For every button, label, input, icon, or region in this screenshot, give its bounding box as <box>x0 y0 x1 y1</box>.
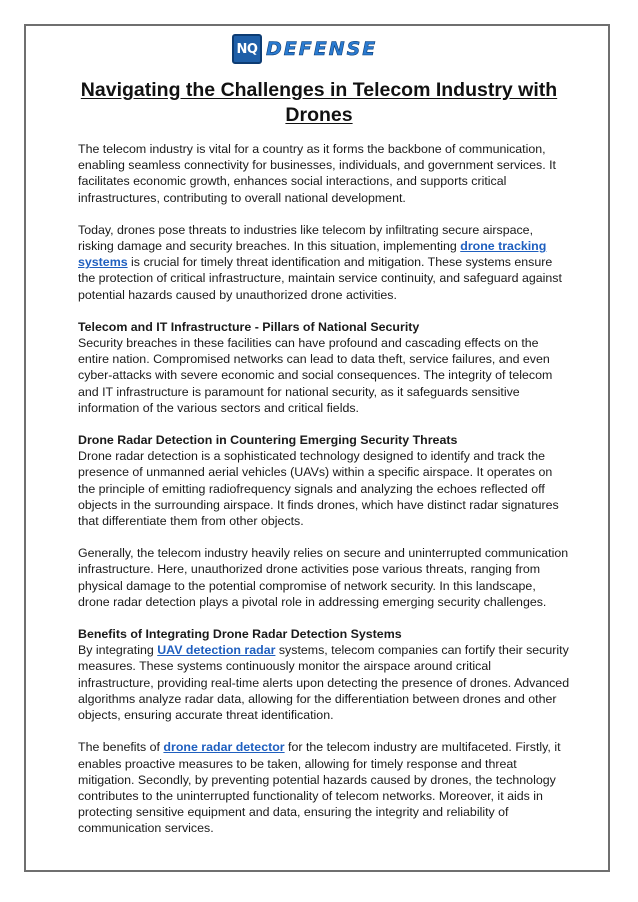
benefits-paragraph-2 <box>78 739 570 836</box>
nq-defense-logo <box>232 32 394 66</box>
benefits-p2-text-before: The benefits of <box>78 740 164 755</box>
uav-detection-radar-link[interactable]: UAV detection radar <box>157 643 276 658</box>
section-benefits <box>78 626 570 723</box>
logo-wordmark: DEFENSE <box>266 37 378 60</box>
logo-mark: NQ <box>232 34 262 64</box>
drone-tracking-systems-link[interactable]: drone tracking systems <box>78 239 547 270</box>
intro-paragraph-2 <box>78 222 570 303</box>
section-heading-drone-radar-detection: Drone Radar Detection in Countering Emerging Security Threats <box>78 433 458 448</box>
page-title: Navigating the Challenges in Telecom Industry with Drones <box>80 79 558 126</box>
benefits-p2-text-after: for the telecom industry are multifaceted. Firstly, it enables proactive measures to be taken, allowing for timely response and threat mitigation. Secondly, by preventing potential hazards caused by drones, the technology contributes to the uninterrupted functionality of telecom networks. Moreover, it aids in protecting sensitive equipment and data, ensuring the integrity and reliability of communication services. <box>78 740 561 836</box>
article-body <box>78 141 570 853</box>
benefits-text-after: systems, telecom companies can fortify their security measures. These systems continuously monitor the airspace around critical infrastructure, providing real-time alerts upon detecting the presence of drones. Advanced algorithms analyze radar data, allowing for the differentiation between drones and other objects, ensuring accurate threat identification. <box>78 643 570 723</box>
section-body-telecom-infrastructure: Security breaches in these facilities can have profound and cascading effects on the entire nation. Compromised networks can lead to data theft, service failures, and even cyber-attacks with severe economic and social consequences. The integrity of telecom and IT infrastructure is paramount for national security, as it safeguards sensitive information of the various sectors and critical fields. <box>78 336 553 415</box>
intro-paragraph-1: The telecom industry is vital for a country as it forms the backbone of communication, enabling seamless connectivity for businesses, individuals, and government services. It facilitates economic growth, enhances social interactions, and supports critical infrastructures, contributing to overall national development. <box>78 142 556 205</box>
intro-p2-text-before: Today, drones pose threats to industries like telecom by infiltrating secure airspace, risking damage and security breaches. In this situation, implementing <box>78 222 534 254</box>
drone-radar-detector-link[interactable]: drone radar detector <box>163 740 285 755</box>
section-body-drone-radar-detection: Drone radar detection is a sophisticated technology designed to identify and track the presence of unmanned aerial vehicles (UAVs) within a specific airspace. It operates on the principle of emitting radiofrequency signals and analyzing the echoes reflected off objects in the surrounding airspace. It finds drones, which have distinct radar signatures that differentiate them from other objects. <box>78 449 559 529</box>
section-telecom-infrastructure <box>78 319 570 416</box>
benefits-text-before: By integrating <box>78 643 158 658</box>
intro-p2-text-after: is crucial for timely threat identification and mitigation. These systems ensure the protection of critical infrastructure, maintain service continuity, and safeguard against potential hazards caused by unauthorized drone activities. <box>78 255 562 302</box>
section-drone-radar-detection <box>78 432 570 529</box>
section-heading-telecom-infrastructure: Telecom and IT Infrastructure - Pillars of National Security <box>78 319 420 334</box>
section-heading-benefits: Benefits of Integrating Drone Radar Detection Systems <box>78 627 402 642</box>
drone-radar-paragraph-2: Generally, the telecom industry heavily relies on secure and uninterrupted communication infrastructure. Here, unauthorized drone activities pose various threats, ranging from physical damage to the potential compromise of network security. In this landscape, drone radar detection plays a pivotal role in addressing emerging security challenges. <box>78 546 569 609</box>
